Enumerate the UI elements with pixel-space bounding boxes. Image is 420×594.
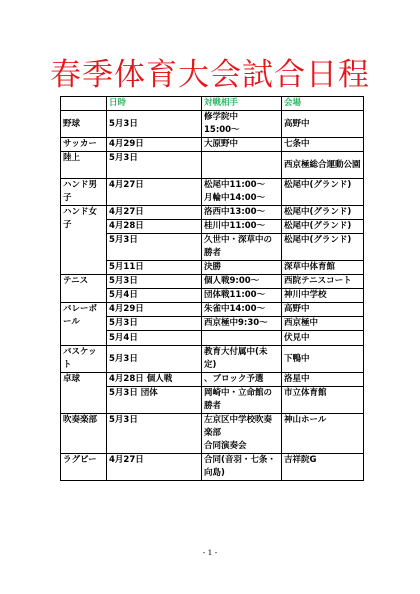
table-header-row <box>61 97 364 111</box>
header-opponent: 対戦相手 <box>202 97 282 111</box>
opponent-cell: 朱雀中14:00～ <box>202 303 282 317</box>
sport-cell: バスケット <box>61 346 107 373</box>
opponent-cell: 西京極中9:30～ <box>202 317 282 331</box>
table-row <box>61 303 364 317</box>
opponent-cell <box>202 111 282 138</box>
page-number: - 1 - <box>202 548 218 557</box>
table-row <box>61 234 364 261</box>
opponent-cell: 個人戦9:00～ <box>202 275 282 289</box>
sport-cell: ラグビー <box>61 454 107 481</box>
sport-cell: 吹奏楽部 <box>61 414 107 454</box>
venue-cell: 吉祥院G <box>282 454 364 481</box>
venue-cell: 松尾中(グランド) <box>282 179 364 206</box>
venue-cell: 西京極中 <box>282 317 364 331</box>
opponent-cell <box>202 152 282 179</box>
opponent-cell: 、ブロック予選 <box>202 373 282 387</box>
sport-cell: テニス <box>61 275 107 303</box>
sport-cell: 陸上 <box>61 152 107 179</box>
venue-cell: 松尾中(グランド) <box>282 234 364 261</box>
opponent-cell <box>202 179 282 206</box>
sport-cell: バレーボール <box>61 303 107 346</box>
venue-cell: 西京極総合運動公園 <box>282 152 364 179</box>
opponent-cell: 桂川中11:00～ <box>202 220 282 234</box>
opponent-text: 松尾中11:00～ 月輪中14:00～ <box>204 180 266 203</box>
header-sport <box>61 97 107 111</box>
table-row <box>61 387 364 414</box>
opponent-cell: 合同(音羽・七条・向島) <box>202 454 282 481</box>
date-cell: 5月4日 <box>107 289 202 303</box>
opponent-cell: 決勝 <box>202 261 282 275</box>
table-row <box>61 331 364 346</box>
venue-cell: 高野中 <box>282 111 364 138</box>
sport-cell: 卓球 <box>61 373 107 414</box>
date-cell: 4月28日 <box>107 220 202 234</box>
opponent-cell <box>202 331 282 346</box>
date-cell: 5月3日 <box>107 234 202 261</box>
date-cell: 4月29日 <box>107 138 202 152</box>
date-cell: 5月3日 団体 <box>107 387 202 414</box>
opponent-cell <box>202 414 282 454</box>
opponent-text: 修学院中 15:00～ <box>204 112 240 135</box>
venue-cell: 七条中 <box>282 138 364 152</box>
table-row <box>61 317 364 331</box>
schedule-table <box>60 96 364 481</box>
table-row <box>61 414 364 454</box>
date-cell: 5月3日 <box>107 152 202 179</box>
table-row <box>61 373 364 387</box>
date-cell: 4月27日 <box>107 454 202 481</box>
table-row <box>61 111 364 138</box>
table-row <box>61 179 364 206</box>
sport-cell: サッカー <box>61 138 107 152</box>
venue-cell: 神山ホール <box>282 414 364 454</box>
venue-cell: 神川中学校 <box>282 289 364 303</box>
venue-cell: 松尾中(グランド) <box>282 220 364 234</box>
table-row <box>61 289 364 303</box>
date-cell: 5月3日 <box>107 275 202 289</box>
date-cell: 5月3日 <box>107 111 202 138</box>
date-cell: 5月3日 <box>107 346 202 373</box>
table-row <box>61 454 364 481</box>
date-cell: 4月29日 <box>107 303 202 317</box>
opponent-cell: 洛西中13:00～ <box>202 206 282 220</box>
venue-cell: 高野中 <box>282 303 364 317</box>
date-cell: 5月3日 <box>107 317 202 331</box>
date-cell: 5月3日 <box>107 414 202 454</box>
table-row <box>61 152 364 179</box>
opponent-cell: 大原野中 <box>202 138 282 152</box>
venue-cell: 西院テニスコート <box>282 275 364 289</box>
table-row <box>61 206 364 220</box>
opponent-text: 左京区中学校吹奏楽部 合同演奏会 <box>204 415 273 451</box>
venue-cell: 下鴨中 <box>282 346 364 373</box>
opponent-cell: 久世中・深草中の勝者 <box>202 234 282 261</box>
opponent-cell: 団体戦11:00～ <box>202 289 282 303</box>
sport-cell: ハンド男子 <box>61 179 107 206</box>
sport-cell: ハンド女子 <box>61 206 107 275</box>
table-row <box>61 346 364 373</box>
venue-cell: 伏見中 <box>282 331 364 346</box>
venue-cell: 深草中体育館 <box>282 261 364 275</box>
table-row <box>61 261 364 275</box>
table-row <box>61 220 364 234</box>
date-cell: 4月27日 <box>107 179 202 206</box>
document-title: 春季体育大会試合日程 <box>50 57 370 93</box>
date-cell: 4月27日 <box>107 206 202 220</box>
venue-cell: 市立体育館 <box>282 387 364 414</box>
header-venue: 会場 <box>282 97 364 111</box>
opponent-cell: 教育大付属中(未定) <box>202 346 282 373</box>
table-row <box>61 275 364 289</box>
table-row <box>61 138 364 152</box>
header-date: 日時 <box>107 97 202 111</box>
date-cell: 4月28日 個人戦 <box>107 373 202 387</box>
date-cell: 5月4日 <box>107 331 202 346</box>
venue-cell: 松尾中(グランド) <box>282 206 364 220</box>
opponent-cell: 岡崎中・立命館の勝者 <box>202 387 282 414</box>
sport-cell: 野球 <box>61 111 107 138</box>
date-cell: 5月11日 <box>107 261 202 275</box>
venue-cell: 洛星中 <box>282 373 364 387</box>
